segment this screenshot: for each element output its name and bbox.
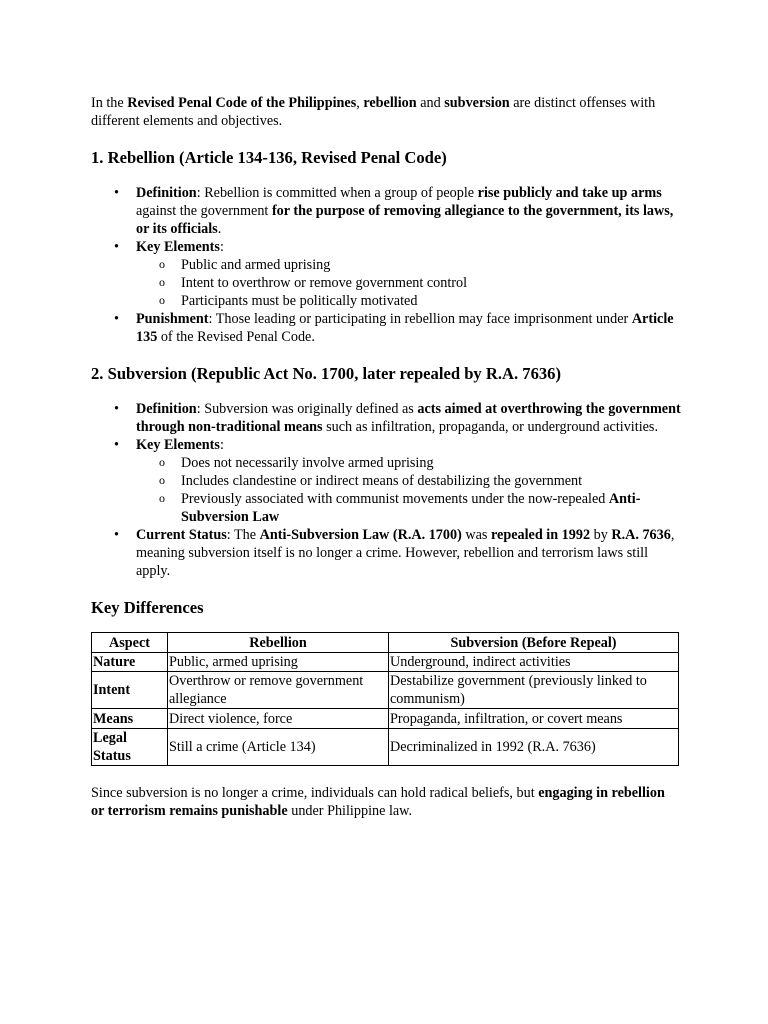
punishment-emphasis: Article 135 bbox=[136, 311, 674, 345]
key-elements-label: Key Elements bbox=[136, 437, 220, 453]
subversion-elements-sublist bbox=[136, 454, 681, 526]
status-text: by bbox=[590, 527, 612, 543]
table-row bbox=[92, 672, 679, 709]
closing-emphasis: engaging in rebellion or terrorism remains punishable bbox=[91, 785, 665, 819]
definition-emphasis: rise publicly and take up arms bbox=[477, 185, 662, 201]
table-row bbox=[92, 653, 679, 672]
differences-table bbox=[91, 632, 679, 766]
rebellion-list bbox=[91, 184, 681, 346]
key-elements-label: Key Elements bbox=[136, 239, 220, 255]
closing-text: Since subversion is no longer a crime, individuals can hold radical beliefs, but bbox=[91, 785, 539, 801]
punishment-label: Punishment bbox=[136, 311, 209, 327]
column-header: Rebellion bbox=[168, 633, 389, 653]
table-cell: Still a crime (Article 134) bbox=[168, 729, 389, 766]
subversion-list bbox=[91, 400, 681, 580]
intro-emphasis: subversion bbox=[444, 95, 510, 111]
table-cell: Destabilize government (previously linked to communism) bbox=[389, 672, 679, 709]
sub-list-item: o Includes clandestine or indirect means of destabilizing the government bbox=[181, 472, 681, 490]
subversion-heading: 2. Subversion (Republic Act No. 1700, later repealed by R.A. 7636) bbox=[91, 364, 561, 383]
sub-list-item: o Intent to overthrow or remove government control bbox=[181, 274, 681, 292]
definition-text: against the government bbox=[136, 203, 272, 219]
intro-emphasis: Revised Penal Code of the Philippines bbox=[127, 95, 357, 111]
rebellion-key-elements-item bbox=[136, 238, 681, 310]
sub-list-emphasis: Anti-Subversion Law bbox=[181, 491, 641, 525]
rebellion-elements-sublist bbox=[136, 256, 681, 310]
status-emphasis: Anti-Subversion Law (R.A. 1700) bbox=[259, 527, 462, 543]
subversion-definition-item bbox=[136, 400, 681, 436]
table-row bbox=[92, 729, 679, 766]
row-label-cell: Intent bbox=[92, 672, 168, 709]
closing-paragraph bbox=[91, 784, 681, 820]
row-label-cell: Means bbox=[92, 709, 168, 729]
intro-paragraph bbox=[91, 94, 681, 130]
table-cell: Direct violence, force bbox=[168, 709, 389, 729]
subversion-key-elements-item bbox=[136, 436, 681, 526]
table-header-row bbox=[92, 633, 679, 653]
intro-text: and bbox=[416, 95, 445, 111]
punishment-text: : Those leading or participating in rebellion may face imprisonment under bbox=[208, 311, 632, 327]
status-label: Current Status bbox=[136, 527, 227, 543]
table-cell: Overthrow or remove government allegiance bbox=[168, 672, 389, 709]
table-cell: Underground, indirect activities bbox=[389, 653, 679, 672]
definition-text: : Rebellion is committed when a group of people bbox=[196, 185, 478, 201]
row-label-cell: Legal Status bbox=[92, 729, 168, 766]
key-elements-colon: : bbox=[219, 239, 224, 255]
definition-text: such as infiltration, propaganda, or underground activities. bbox=[322, 419, 659, 435]
table-cell: Propaganda, infiltration, or covert means bbox=[389, 709, 679, 729]
punishment-text: of the Revised Penal Code. bbox=[157, 329, 315, 345]
column-header: Subversion (Before Repeal) bbox=[389, 633, 679, 653]
sub-list-item: o Does not necessarily involve armed uprising bbox=[181, 454, 681, 472]
definition-emphasis: for the purpose of removing allegiance to the government, its laws, or its officials bbox=[136, 203, 674, 237]
table-cell: Decriminalized in 1992 (R.A. 7636) bbox=[389, 729, 679, 766]
rebellion-definition-item bbox=[136, 184, 681, 238]
status-emphasis: repealed in 1992 bbox=[490, 527, 591, 543]
row-label-cell: Nature bbox=[92, 653, 168, 672]
differences-heading bbox=[91, 597, 681, 619]
document-page bbox=[91, 94, 681, 820]
differences-heading-text: Key Differences bbox=[91, 598, 204, 617]
status-text: , meaning subversion itself is no longer a crime. However, rebellion and terrorism laws still apply. bbox=[136, 527, 675, 579]
table-cell: Public, armed uprising bbox=[168, 653, 389, 672]
intro-text: , bbox=[356, 95, 364, 111]
intro-emphasis: rebellion bbox=[363, 95, 417, 111]
sub-list-text: Previously associated with communist movements under the now-repealed bbox=[181, 491, 609, 507]
sub-list-item: o Public and armed uprising bbox=[181, 256, 681, 274]
key-elements-colon: : bbox=[219, 437, 224, 453]
status-text: : The bbox=[226, 527, 260, 543]
column-header: Aspect bbox=[92, 633, 168, 653]
intro-text: In the bbox=[91, 95, 128, 111]
definition-emphasis: acts aimed at overthrowing the government through non-traditional means bbox=[136, 401, 681, 435]
definition-label: Definition bbox=[136, 185, 197, 201]
sub-list-item bbox=[181, 490, 681, 526]
definition-text: . bbox=[217, 221, 222, 237]
definition-label: Definition bbox=[136, 401, 197, 417]
table-row bbox=[92, 709, 679, 729]
rebellion-punishment-item bbox=[136, 310, 681, 346]
rebellion-heading: 1. Rebellion (Article 134-136, Revised Penal Code) bbox=[91, 148, 447, 167]
sub-list-item: o Participants must be politically motivated bbox=[181, 292, 681, 310]
subversion-status-item bbox=[136, 526, 681, 580]
status-text: was bbox=[461, 527, 491, 543]
status-emphasis: R.A. 7636 bbox=[611, 527, 671, 543]
closing-text: under Philippine law. bbox=[287, 803, 413, 819]
intro-text: are distinct offenses with different elements and objectives. bbox=[91, 95, 656, 129]
definition-text: : Subversion was originally defined as bbox=[196, 401, 418, 417]
